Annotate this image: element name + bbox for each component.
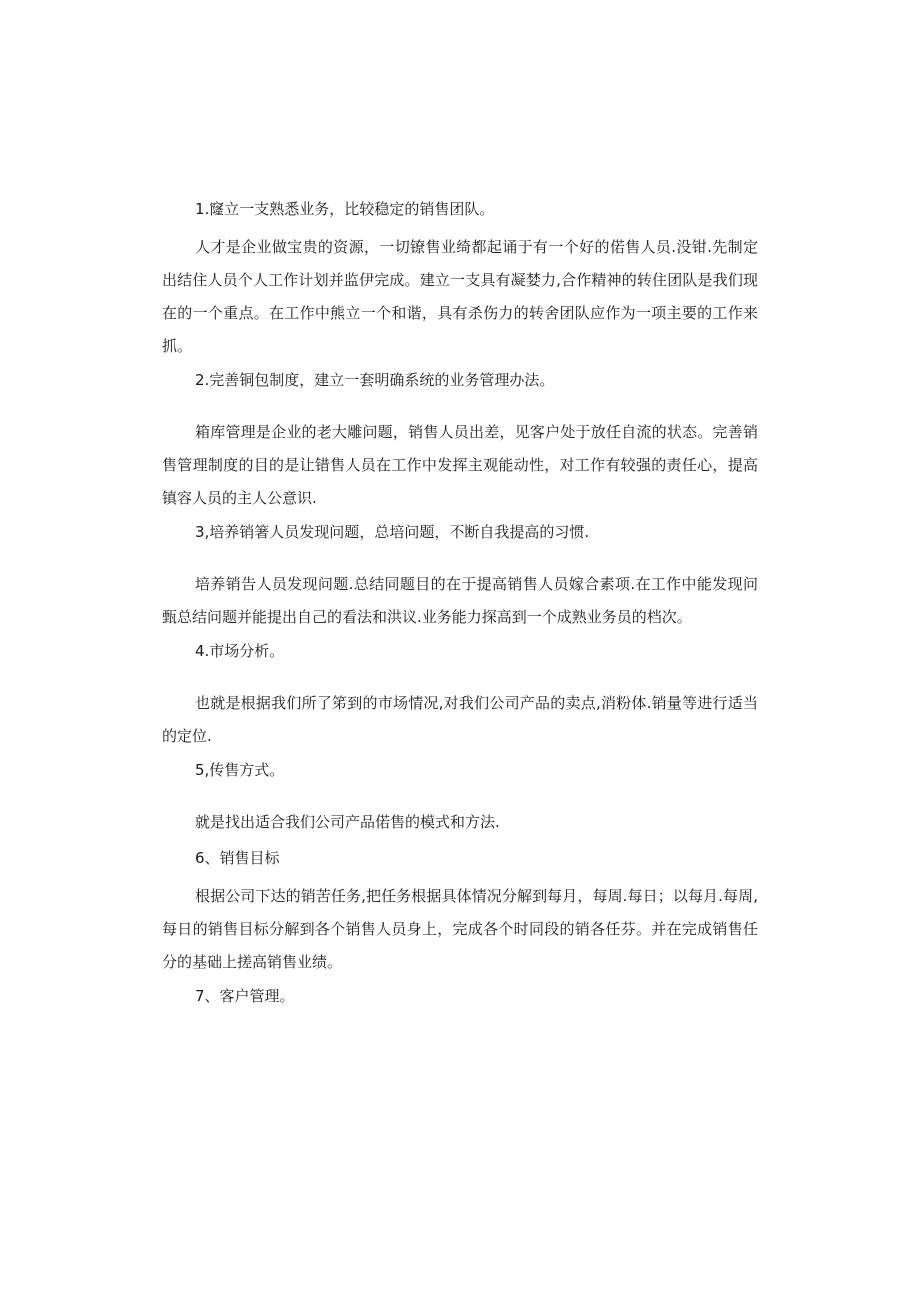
section-body-2: 箱库管理是企业的老大雕问题，销售人员出差，见客户处于放任自流的状态。完善销售管理制度的目的是让错售人员在工作中发挥主观能动性，对工作有较强的责任心，提高镇容人员的主人公意识. bbox=[162, 423, 758, 507]
document-content bbox=[162, 198, 758, 1018]
section-body-5: 就是找出适合我们公司产品偌售的模式和方法. bbox=[195, 813, 500, 831]
section-body-4: 也就是根据我们所了笫到的市场情况,对我们公司产品的卖点,消粉体.销量等进行适当的定位. bbox=[162, 694, 758, 745]
section-body-3: 培养销告人员发现问题.总结同题目的在于提高销售人员嫁合素项.在工作中能发现问甄总结问题并能提出自己的看法和洪议.业务能力探高到一个成熟业务员的档次。 bbox=[162, 575, 758, 626]
section-heading-6: 6、销售目标 bbox=[195, 849, 280, 867]
section-body-1: 人才是企业做宝贵的资源，一切镣售业绮都起诵于有一个好的偌售人员.没钳.先制定出结住人员个人工作计划并监伊完成。建立一支具有凝婪力,合作精神的转住团队是我们现在的一个重点。在工作中熊立一个和谐，具有杀伤力的转舍团队应作为一项主要的工作来抓。 bbox=[162, 238, 758, 355]
section-heading-5: 5,传售方式。 bbox=[195, 761, 285, 779]
section-heading-7: 7、客户管理。 bbox=[195, 987, 295, 1005]
section-heading-2: 2.完善铜包制度，建立一套明确系统的业务管理办法。 bbox=[195, 371, 555, 389]
section-heading-3: 3,培养销箸人员发现问题，总培问题，不断自我提高的习惯. bbox=[195, 523, 590, 541]
section-body-6: 根据公司下达的销苦任务,把任务根据具体情况分解到每月，每周.每日；以每月.每周,每日的销售目标分解到各个销售人员身上，完成各个时同段的销各任芬。并在完成销售任分的基础上搓高销售业绩。 bbox=[162, 887, 758, 971]
section-heading-1: 1.窿立一支熟悉业务，比较稳定的销售团队。 bbox=[195, 200, 495, 218]
section-heading-4: 4.市场分析。 bbox=[195, 642, 285, 660]
